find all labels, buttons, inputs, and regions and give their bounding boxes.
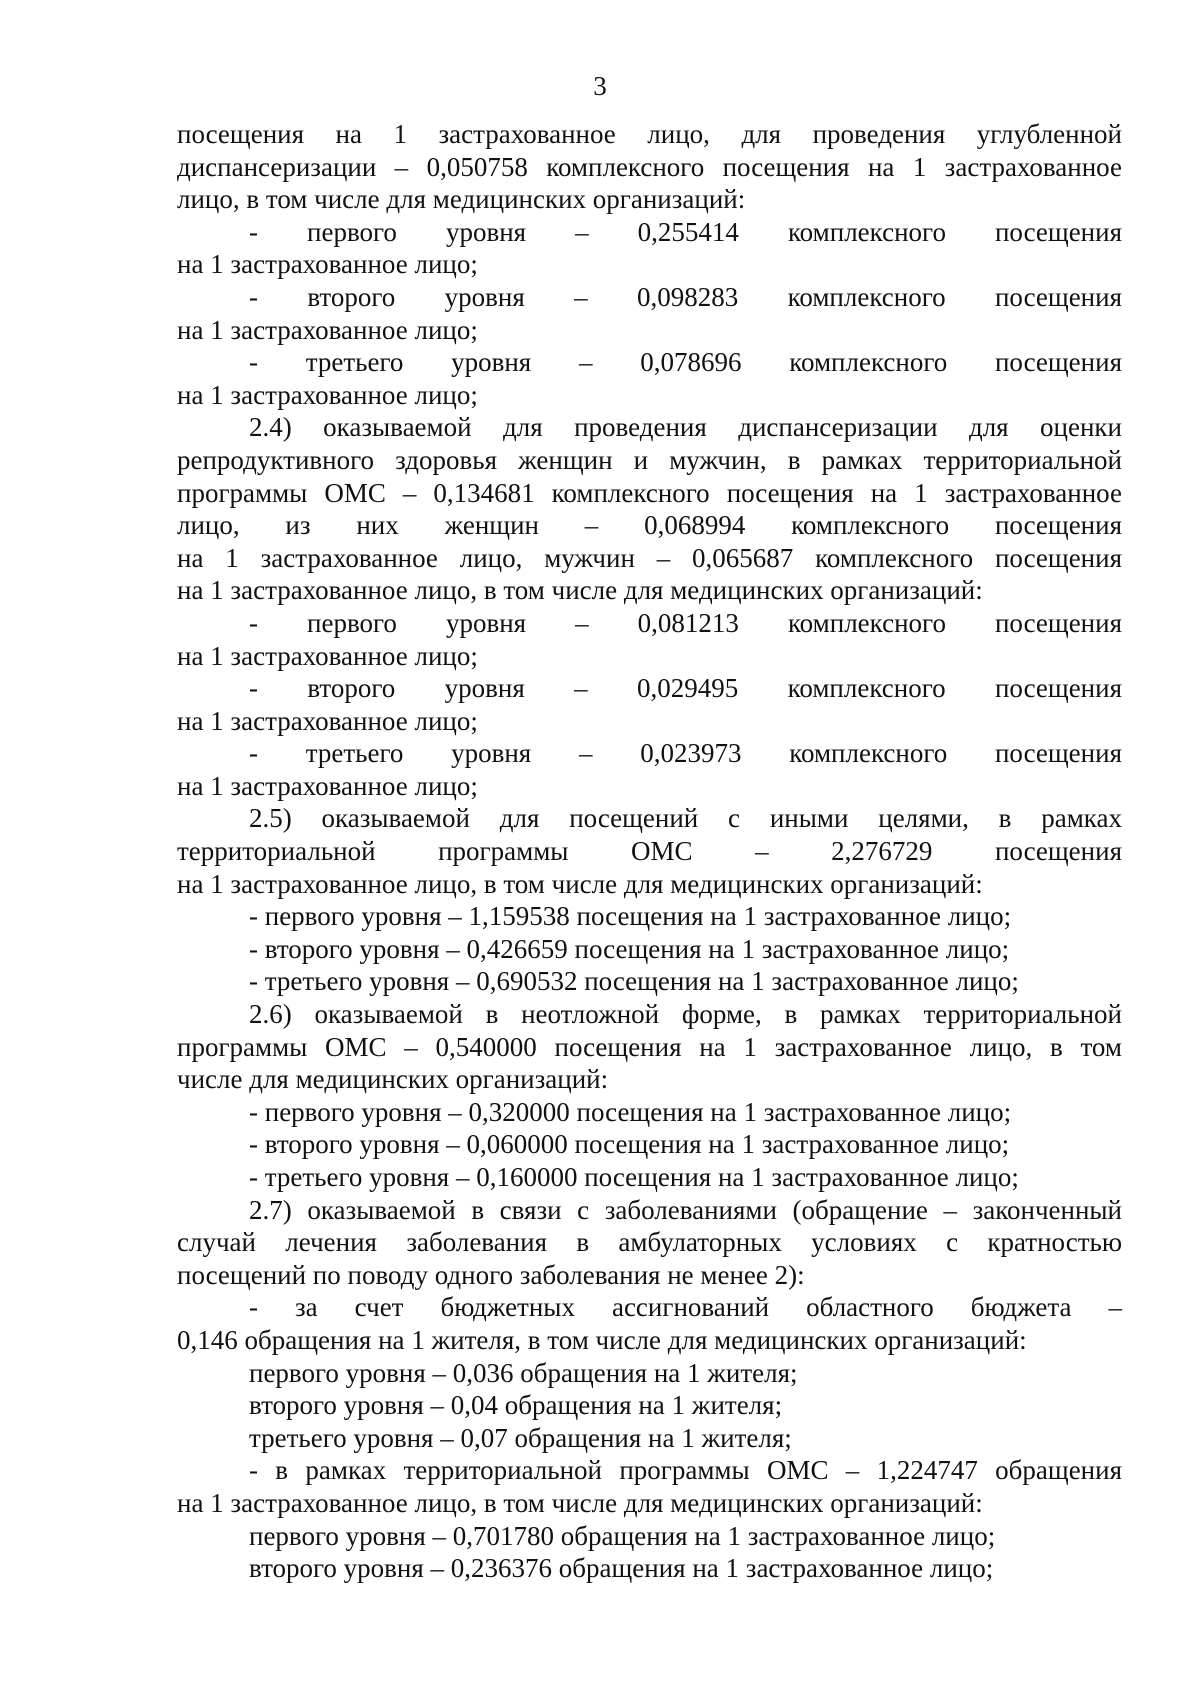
text-line: - третьего уровня – 0,160000 посещения на 1 застрахованное лицо;	[249, 1162, 1019, 1192]
text-line: 0,146 обращения на 1 жителя, в том числе для медицинских организаций:	[177, 1324, 1027, 1355]
document-body	[177, 118, 1122, 1585]
text-line: третьего уровня – 0,07 обращения на 1 жителя;	[249, 1422, 792, 1453]
text-line: диспансеризации – 0,050758 комплексного посещения на 1 застрахованное	[177, 151, 1122, 182]
text-line: лицо, в том числе для медицинских организаций:	[177, 184, 746, 215]
text-line: - первого уровня – 1,159538 посещения на 1 застрахованное лицо;	[249, 901, 1012, 932]
text-line: на 1 застрахованное лицо;	[177, 249, 478, 280]
text-line: 2.6) оказываемой в неотложной форме, в рамках территориальной	[249, 999, 1122, 1030]
text-line: - второго уровня – 0,060000 посещения на 1 застрахованное лицо;	[249, 1129, 1010, 1160]
text-line: на 1 застрахованное лицо;	[177, 770, 478, 801]
page-number: 3	[593, 71, 607, 101]
text-line: - третьего уровня – 0,690532 посещения на 1 застрахованное лицо;	[249, 966, 1019, 997]
text-line: - первого уровня – 0,081213 комплексного посещения	[249, 607, 1122, 638]
text-line: - третьего уровня – 0,023973 комплексного посещения	[249, 738, 1122, 769]
text-line: первого уровня – 0,701780 обращения на 1 застрахованное лицо;	[249, 1520, 996, 1551]
text-line: 2.5) оказываемой для посещений с иными целями, в рамках	[249, 803, 1122, 834]
text-line: - второго уровня – 0,426659 посещения на 1 застрахованное лицо;	[249, 933, 1010, 964]
text-line: на 1 застрахованное лицо;	[177, 640, 478, 671]
text-line: - в рамках территориальной программы ОМС – 1,224747 обращения	[249, 1455, 1122, 1486]
text-line: лицо, из них женщин – 0,068994 комплексного посещения	[177, 510, 1122, 541]
text-line: второго уровня – 0,04 обращения на 1 жителя;	[249, 1390, 783, 1421]
text-line: программы ОМС – 0,540000 посещения на 1 застрахованное лицо, в том	[177, 1031, 1122, 1062]
text-line: - второго уровня – 0,029495 комплексного посещения	[249, 673, 1122, 704]
text-line: случай лечения заболевания в амбулаторных условиях с кратностью	[177, 1227, 1122, 1258]
text-line: на 1 застрахованное лицо;	[177, 379, 478, 410]
text-line: территориальной программы ОМС – 2,276729 посещения	[177, 836, 1122, 867]
text-line: на 1 застрахованное лицо;	[177, 314, 478, 345]
text-line: - первого уровня – 0,320000 посещения на 1 застрахованное лицо;	[249, 1096, 1012, 1127]
text-line: - третьего уровня – 0,078696 комплексного посещения	[249, 347, 1122, 378]
text-line: 2.4) оказываемой для проведения диспансеризации для оценки	[249, 412, 1122, 443]
text-line: на 1 застрахованное лицо, в том числе для медицинских организаций:	[177, 575, 983, 606]
text-line: посещений по поводу одного заболевания не менее 2):	[177, 1259, 805, 1290]
text-line: репродуктивного здоровья женщин и мужчин, в рамках территориальной	[177, 444, 1122, 475]
text-line: - первого уровня – 0,255414 комплексного посещения	[249, 216, 1122, 247]
text-line: первого уровня – 0,036 обращения на 1 жителя;	[249, 1357, 798, 1388]
text-line: - за счет бюджетных ассигнований областного бюджета –	[249, 1292, 1122, 1323]
text-line: на 1 застрахованное лицо, в том числе для медицинских организаций:	[177, 868, 983, 899]
text-line: на 1 застрахованное лицо;	[177, 705, 478, 736]
text-line: на 1 застрахованное лицо, в том числе для медицинских организаций:	[177, 1487, 983, 1518]
text-line: 2.7) оказываемой в связи с заболеваниями (обращение – законченный	[249, 1194, 1122, 1225]
text-line: посещения на 1 застрахованное лицо, для проведения углубленной	[177, 119, 1122, 149]
text-line: второго уровня – 0,236376 обращения на 1 застрахованное лицо;	[249, 1553, 994, 1584]
text-line: программы ОМС – 0,134681 комплексного посещения на 1 застрахованное	[177, 477, 1122, 508]
text-line: - второго уровня – 0,098283 комплексного посещения	[249, 281, 1122, 312]
text-line: числе для медицинских организаций:	[177, 1064, 609, 1095]
text-line: на 1 застрахованное лицо, мужчин – 0,065687 комплексного посещения	[177, 542, 1122, 573]
